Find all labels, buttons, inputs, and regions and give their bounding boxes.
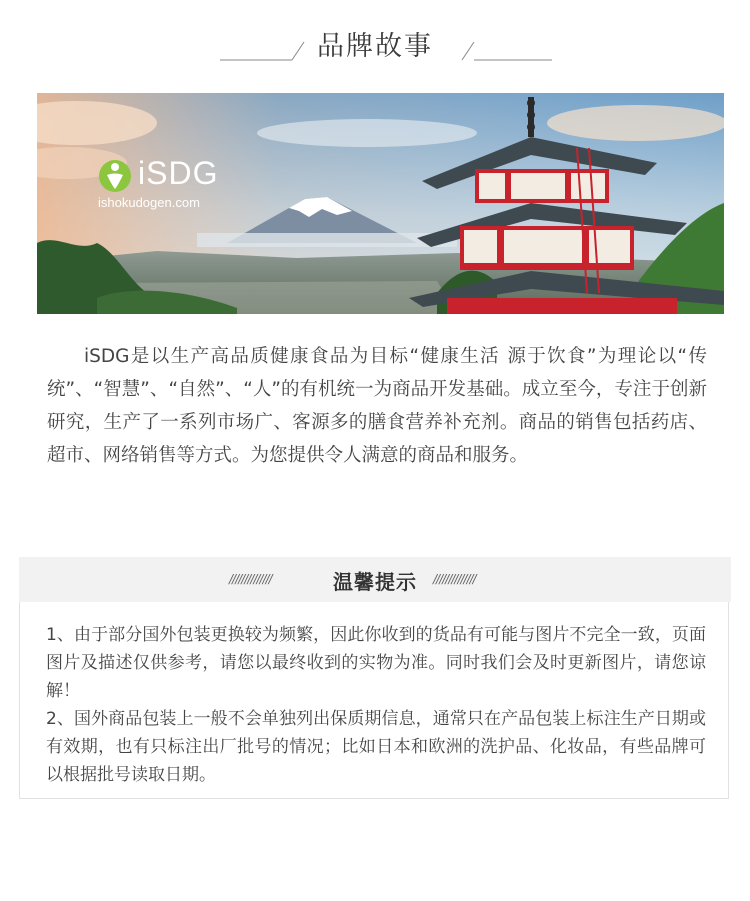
warm-tips-body (46, 621, 706, 789)
brand-story-title: 品牌故事 (317, 31, 433, 62)
brand-story-paragraph: iSDG是以生产高品质健康食品为目标“健康生活 源于饮食”为理论以“传统”、“智慧”、“自然”、“人”的有机统一为商品开发基础。成立至今，专注于创新研究，生产了一系列市场广、客源多的膳食营养补充剂。商品的销售包括药店、超市、网络销售等方式。为您提供令人满意的商品和服务。 (47, 346, 707, 466)
tip-item: 2、国外商品包装上一般不会单独列出保质期信息，通常只在产品包装上标注生产日期或有效期，也有只标注出厂批号的情况；比如日本和欧洲的洗护品、化妆品，有些品牌可以根据批号读取日期。 (46, 709, 706, 785)
warm-tips-title: 温馨提示 (333, 570, 417, 594)
logo-url: ishokudogen.com (98, 195, 200, 210)
brand-story-header (0, 18, 750, 68)
isdg-leaf-icon (98, 159, 132, 193)
tip-item: 1、由于部分国外包装更换较为频繁，因此你收到的货品有可能与图片不完全一致，页面图片及描述仅供参考，请您以最终收到的实物为准。同时我们会及时更新图片，请您谅解！ (46, 625, 706, 701)
tips-right-slashes: ////////////// (433, 572, 476, 586)
warm-tips-header (19, 557, 731, 602)
brand-banner-image (37, 93, 724, 314)
title-right-decoration (456, 40, 556, 62)
tips-left-slashes: ////////////// (229, 572, 272, 586)
logo-text: iSDG (138, 155, 219, 191)
